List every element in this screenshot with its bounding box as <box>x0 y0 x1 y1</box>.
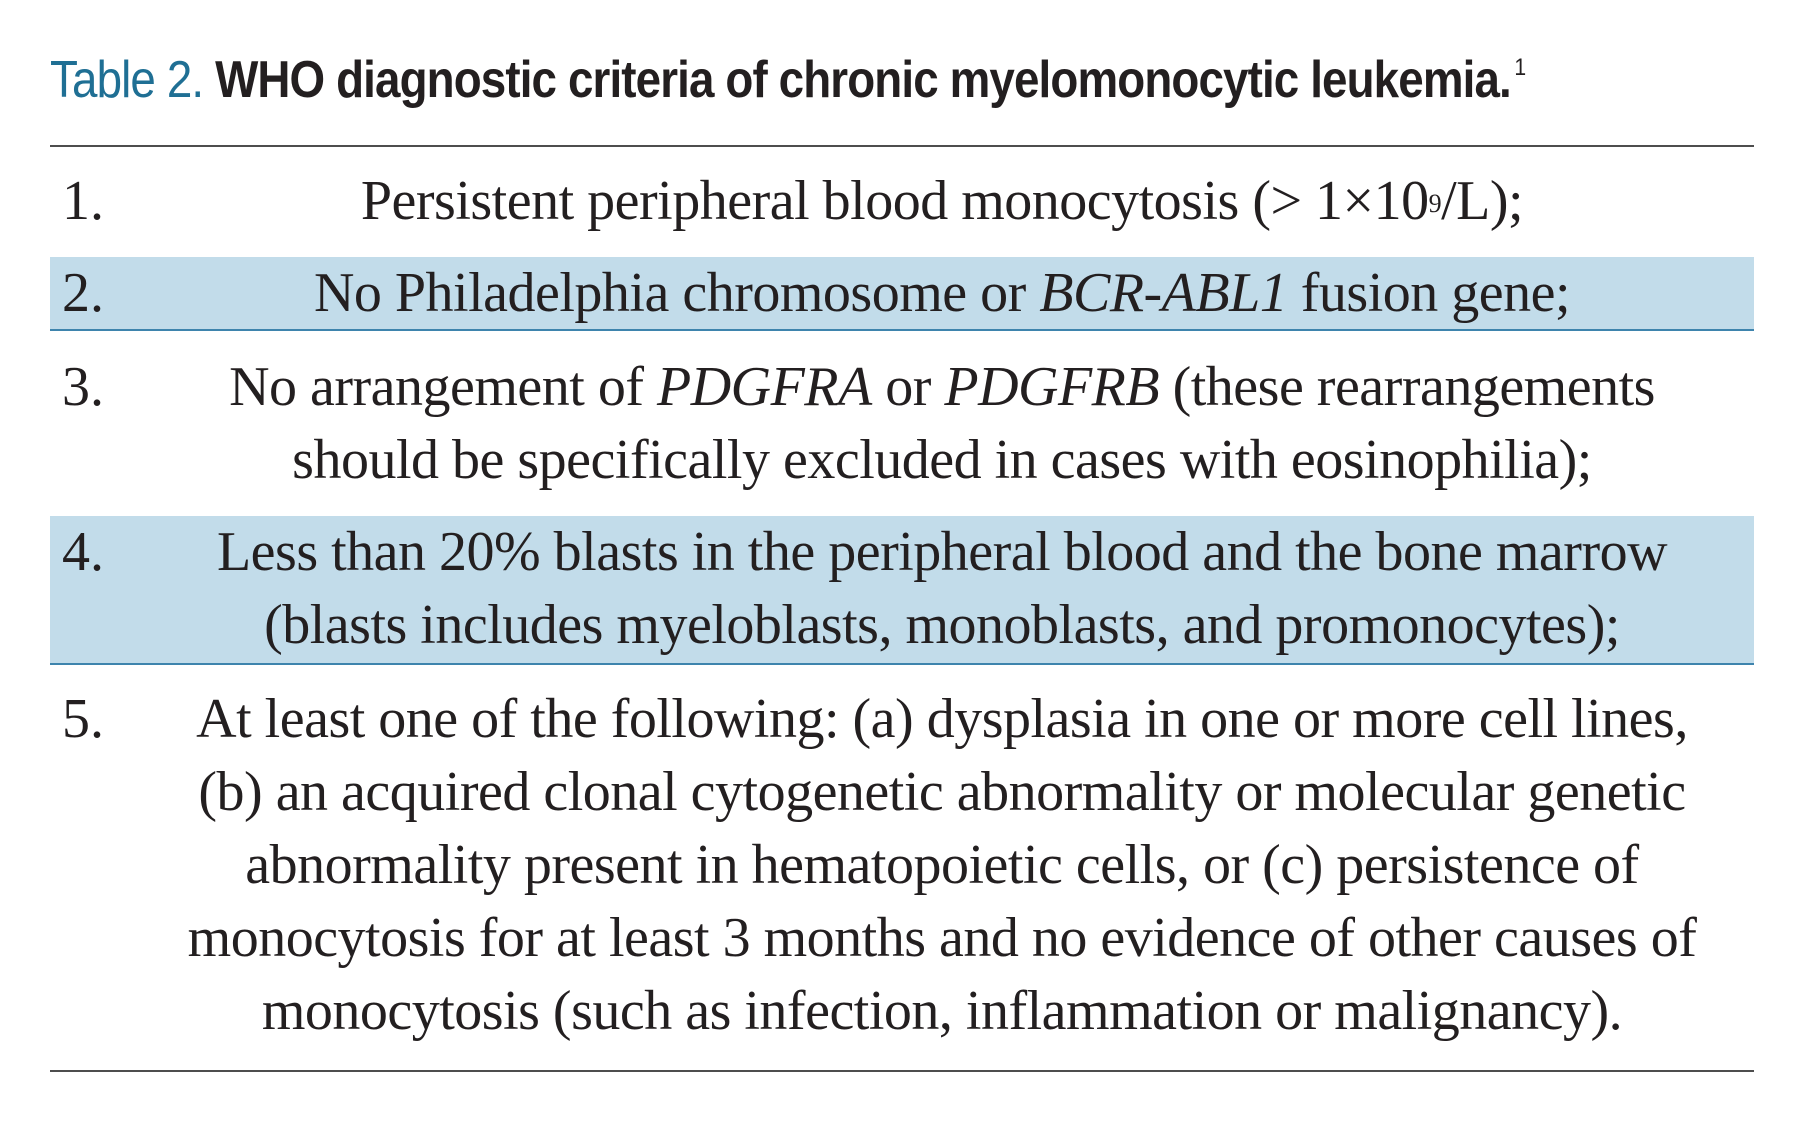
criterion-row-4 <box>50 516 1754 665</box>
criterion-number: 1. <box>62 170 104 232</box>
criterion-text: No arrangement of PDGFRA or PDGFRB (these rearrangements should be specifically excluded in cases with eosinophilia); <box>229 356 1655 491</box>
criterion-row-5 <box>50 665 1754 1070</box>
criterion-text: No Philadelphia chromosome or BCR-ABL1 fusion gene; <box>313 262 1571 324</box>
bottom-rule <box>50 1070 1754 1072</box>
criterion-text: At least one of the following: (a) dysplasia in one or more cell lines, (b) an acquired clonal cytogenetic abnormality or molecular genetic abnormality present in hematopoietic cells, or (c) persistence of monocytosis for at least 3 months and no evidence of other causes of monocytosis (such as infection, inflammation or malignancy). <box>187 688 1697 1042</box>
criterion-number: 5. <box>62 688 104 750</box>
criterion-text: Less than 20% blasts in the peripheral blood and the bone marrow (blasts includes myeloblasts, monoblasts, and promonocytes); <box>216 521 1668 656</box>
criterion-number: 3. <box>62 356 104 418</box>
footnote-reference: 1 <box>1514 54 1526 81</box>
table-caption <box>50 50 1525 110</box>
criterion-number: 4. <box>62 521 104 583</box>
criterion-row-3 <box>50 331 1754 516</box>
criterion-row-1 <box>50 147 1754 257</box>
criteria-table <box>50 147 1754 1070</box>
table-label: Table 2. <box>50 51 204 109</box>
table-title: WHO diagnostic criteria of chronic myelomonocytic leukemia. <box>215 51 1511 109</box>
criterion-number: 2. <box>62 262 104 324</box>
criterion-text: Persistent peripheral blood monocytosis (> $1\times 10^9/L$); <box>360 170 1524 232</box>
criterion-row-2 <box>50 257 1754 331</box>
